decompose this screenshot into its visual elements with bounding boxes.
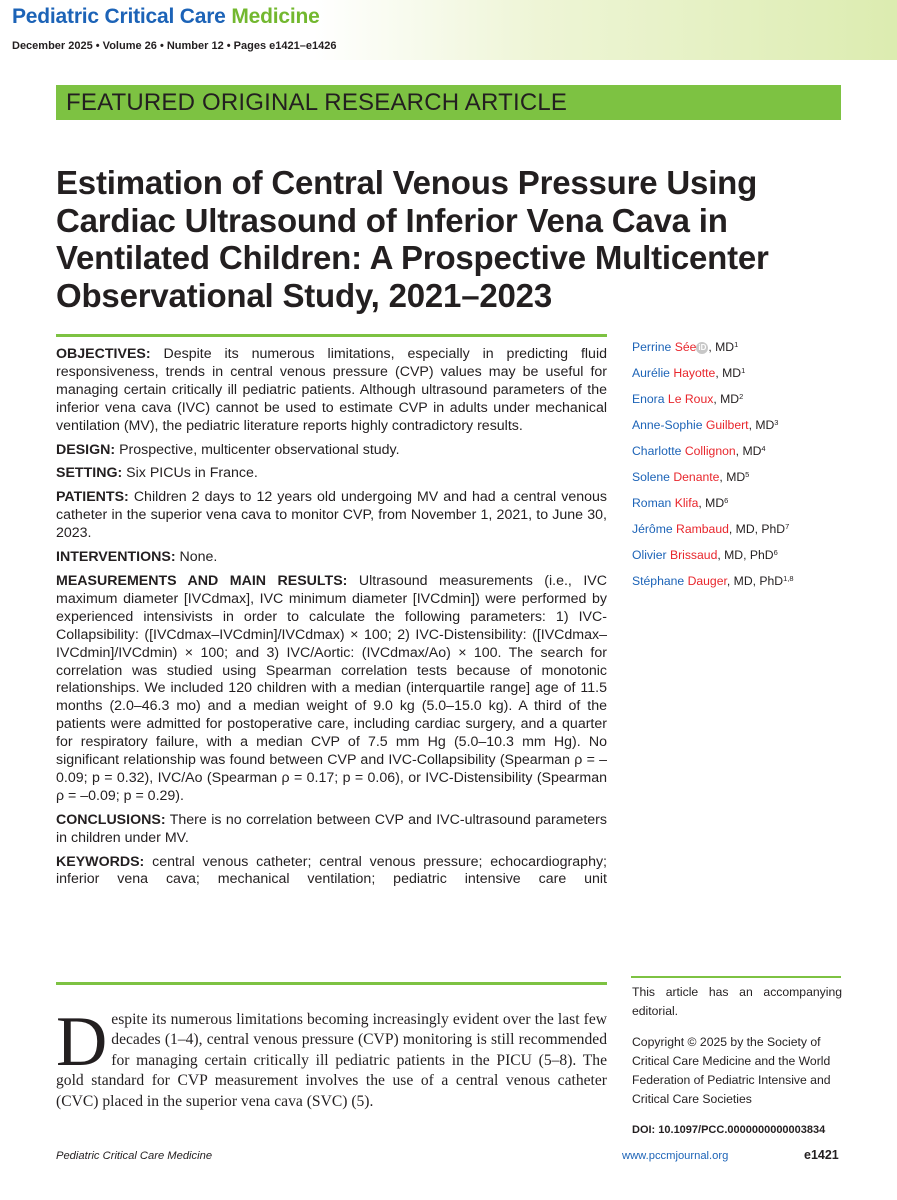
author-item[interactable]: [632, 463, 847, 489]
author-affiliation-mark: 4: [761, 444, 766, 453]
author-degree: , MD: [719, 470, 746, 484]
abstract-section-text: Prospective, multicenter observational study.: [119, 441, 400, 458]
article-title: Estimation of Central Venous Pressure Using Cardiac Ultrasound of Inferior Vena Cava in Ventilated Children: A Prospective Multicenter Observational Study, 2021–2023: [56, 164, 769, 314]
author-credentials: [749, 418, 779, 432]
author-credentials: [717, 548, 777, 562]
author-last-name: Sée: [674, 340, 697, 354]
author-degree: , MD: [715, 366, 742, 380]
abstract-section: [56, 854, 607, 890]
author-credentials: [736, 444, 766, 458]
author-list: [632, 333, 847, 593]
footer-journal-name: Pediatric Critical Care Medicine: [56, 1150, 213, 1162]
author-item[interactable]: [632, 515, 847, 541]
author-affiliation-mark: 7: [785, 522, 790, 531]
author-degree: , MD, PhD: [717, 548, 774, 562]
author-item[interactable]: [632, 333, 847, 359]
abstract-top-rule: [56, 334, 607, 337]
author-first-name: Olivier: [632, 548, 667, 562]
author-affiliation-mark: 6: [773, 548, 778, 557]
author-degree: , MD, PhD: [726, 574, 784, 588]
author-credentials: [698, 496, 728, 510]
author-last-name: Rambaud: [676, 522, 729, 536]
author-credentials: [729, 522, 789, 536]
abstract-section-head: KEYWORDS:: [56, 853, 145, 870]
author-item[interactable]: [632, 567, 847, 593]
author-affiliation-mark: 1: [741, 366, 746, 375]
author-last-name: Le Roux: [667, 392, 714, 406]
abstract-section: [56, 573, 607, 806]
author-last-name: Guilbert: [705, 418, 749, 432]
abstract: [56, 346, 607, 889]
abstract-section-text: central venous catheter; central venous pressure; echocardiography; inferior vena cava; mechanical ventilation; pediatric intensive care unit: [56, 853, 607, 888]
abstract-section-text: Despite its numerous limitations, especially in predicting fluid responsiveness, trends in central venous pressure (CVP) values may be useful for managing certain critically ill pediatric patients. Although ultrasound parameters of the inferior vena cava (IVC) cannot be used to estimate CVP in adults under mechanical ventilation (MV), the pediatric literature reports highly contradictory results.: [56, 346, 607, 434]
intro-text: espite its numerous limitations becoming increasingly evident over the last few decades (1–4), central venous pressure (CVP) monitoring is still recommended for managing certain critically ill pediatric patients in the PICU (5–8). The gold standard for CVP measurement involves the use of a central venous catheter (CVC) placed in the superior vena cava (SVC) (5).: [56, 1011, 607, 1110]
author-last-name: Klifa: [674, 496, 699, 510]
side-notes: [632, 983, 842, 1140]
author-item[interactable]: [632, 359, 847, 385]
author-first-name: Solene: [632, 470, 670, 484]
journal-name-part2: Medicine: [231, 5, 320, 28]
abstract-section-head: DESIGN:: [56, 441, 116, 458]
author-affiliation-mark: 1: [734, 340, 739, 349]
doi-link[interactable]: DOI: 10.1097/PCC.0000000000003834: [632, 1124, 826, 1136]
author-credentials: [713, 392, 743, 406]
author-item[interactable]: [632, 541, 847, 567]
copyright-note: Copyright © 2025 by the Society of Critical Care Medicine and the World Federation of Pediatric Intensive and Critical Care Societies: [632, 1035, 831, 1106]
issue-line: December 2025 • Volume 26 • Number 12 • Pages e1421–e1426: [12, 40, 337, 52]
author-first-name: Charlotte: [632, 444, 682, 458]
page-number: e1421: [804, 1148, 839, 1162]
orcid-icon[interactable]: iD: [698, 343, 707, 352]
author-affiliation-mark: 1,8: [783, 574, 794, 583]
author-item[interactable]: [632, 411, 847, 437]
author-degree: , MD: [713, 392, 740, 406]
author-degree: , MD: [735, 444, 762, 458]
abstract-section-text: Children 2 days to 12 years old undergoing MV and had a central venous catheter in the superior vena cava to monitor CVP, from November 1, 2021, to June 30, 2023.: [56, 489, 607, 542]
abstract-section-head: CONCLUSIONS:: [56, 811, 166, 828]
intro-paragraph: [56, 1003, 607, 1112]
abstract-section: [56, 489, 607, 543]
abstract-section-head: MEASUREMENTS AND MAIN RESULTS:: [56, 572, 348, 589]
abstract-section-head: PATIENTS:: [56, 489, 129, 506]
author-item[interactable]: [632, 385, 847, 411]
abstract-section: [56, 465, 607, 483]
author-item[interactable]: [632, 437, 847, 463]
abstract-section-text: Ultrasound measurements (i.e., IVC maximum diameter [IVCdmax], IVC minimum diameter [IVCdmin]) were performed by experienced intensivists in order to calculate the following parameters: 1) IVC-Collapsibility: ([IVCdmax–IVCdmin]/IVCdmax) × 100; 2) IVC-Distensibility: ([IVCdmax–IVCdmin]/IVCdmin) × 100; and 3) IVC/Aortic: (IVCdmax/Ao) × 100. The search for correlation was studied using Spearman correlation tests because of monotonic relationships. We included 120 children with a median (interquartile range] age of 11.5 months (2.0–46.3 mo) and a median weight of 9.0 kg (5.0–15.0 kg). A third of the patients were admitted for postoperative care, including cardiac surgery, and a quarter for respiratory failure, with a median CVP of 7.5 mm Hg (5.0–10.3 mm Hg). No significant relationship was found between CVP and IVC-Collapsibility (Spearman ρ = –0.09; p = 0.32), IVC/Ao (Spearman ρ = 0.17; p = 0.06), or IVC-Distensibility (Spearman ρ = –0.09; p = 0.29).: [56, 572, 607, 804]
author-affiliation-mark: 5: [745, 470, 750, 479]
editorial-note: This article has an accompanying editorial.: [632, 985, 842, 1018]
abstract-section-text: Six PICUs in France.: [126, 465, 258, 482]
author-last-name: Hayotte: [673, 366, 716, 380]
journal-name: [12, 5, 320, 29]
abstract-section: [56, 549, 607, 567]
author-affiliation-mark: 3: [774, 418, 779, 427]
abstract-section: [56, 812, 607, 848]
abstract-section-head: INTERVENTIONS:: [56, 549, 176, 566]
author-credentials: [708, 340, 738, 354]
article-type-banner: FEATURED ORIGINAL RESEARCH ARTICLE: [56, 85, 841, 120]
author-last-name: Denante: [673, 470, 720, 484]
abstract-section-head: SETTING:: [56, 465, 123, 482]
author-credentials: [719, 470, 749, 484]
abstract-section: [56, 442, 607, 460]
author-degree: , MD: [698, 496, 725, 510]
author-credentials: [727, 574, 794, 588]
abstract-section-text: None.: [179, 549, 218, 566]
author-degree: , MD, PhD: [728, 522, 786, 536]
author-first-name: Enora: [632, 392, 665, 406]
author-degree: , MD: [708, 340, 735, 354]
author-first-name: Jérôme: [632, 522, 673, 536]
abstract-section-text: There is no correlation between CVP and IVC-ultrasound parameters in children under MV.: [56, 811, 607, 846]
abstract-bottom-rule: [56, 982, 607, 985]
drop-cap: D: [56, 1003, 108, 1081]
author-first-name: Perrine: [632, 340, 672, 354]
author-last-name: Dauger: [687, 574, 727, 588]
abstract-section: [56, 346, 607, 436]
author-affiliation-mark: 6: [724, 496, 729, 505]
author-last-name: Collignon: [684, 444, 736, 458]
author-first-name: Stéphane: [632, 574, 685, 588]
author-affiliation-mark: 2: [739, 392, 744, 401]
author-credentials: [715, 366, 745, 380]
author-degree: , MD: [748, 418, 775, 432]
footer-url-link[interactable]: www.pccmjournal.org: [622, 1150, 729, 1162]
abstract-section-head: OBJECTIVES:: [56, 346, 151, 362]
journal-name-part1: Pediatric Critical Care: [12, 5, 226, 28]
author-first-name: Aurélie: [632, 366, 670, 380]
author-item[interactable]: [632, 489, 847, 515]
author-last-name: Brissaud: [669, 548, 718, 562]
author-first-name: Roman: [632, 496, 672, 510]
sidebar-rule: [631, 976, 841, 978]
author-first-name: Anne-Sophie: [632, 418, 703, 432]
